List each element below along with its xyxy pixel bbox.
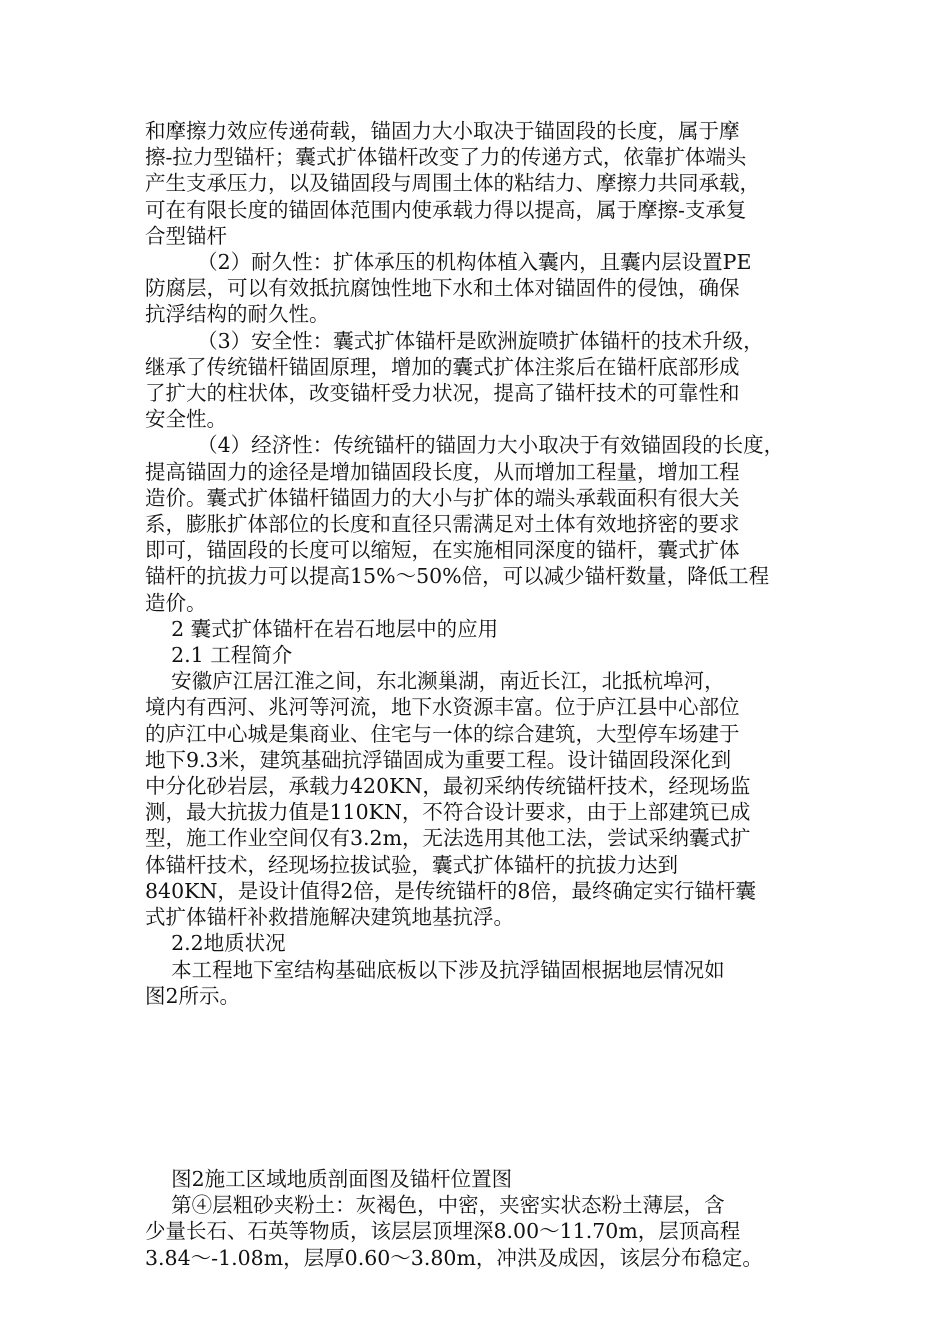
paragraph-layer-4: 第④层粗砂夹粉土：灰褐色，中密，夹密实状态粉土薄层，含 少量长石、石英等物质，该层层顶埋深8.00～11.70m，层顶高程 3.84～-1.08m，层厚0.60～3.80m，冲洪及成因，该层分布稳定。 bbox=[145, 1193, 763, 1270]
subsection-heading-project: 2.1 工程简介 bbox=[145, 643, 293, 668]
figure-caption: 图2施工区域地质剖面图及锚杆位置图 bbox=[145, 1166, 513, 1191]
paragraph-project-intro: 安徽庐江居江淮之间，东北濒巢湖，南近长江，北抵杭埠河， 境内有西河、兆河等河流，地下水资源丰富。位于庐江县中心部位 的庐江中心城是集商业、住宅与一体的综合建筑，大型停车场建于 地下9.3米，建筑基础抗浮锚固成为重要工程。设计锚固段深化到 中分化砂岩层，承载力420KN，最初采纳传统锚杆技术，经现场监 测，最大抗拔力值是110KN，不符合设计要求，由于上部建筑已成 型，施工作业空间仅有3.2m，无法选用其他工法，尝试采纳囊式扩 体锚杆技术，经现场拉拔试验，囊式扩体锚杆的抗拔力达到 840KN，是设计值得2倍，是传统锚杆的8倍，最终确定实行锚杆囊 式扩体锚杆补救措施解决建筑地基抗浮。 bbox=[145, 669, 756, 930]
paragraph-economy: （4）经济性：传统锚杆的锚固力大小取决于有效锚固段的长度， 提高锚固力的途径是增加锚固段长度，从而增加工程量，增加工程 造价。囊式扩体锚杆锚固力的大小与扩体的端头承载面积有很大关 系，膨胀扩体部位的长度和直径只需满足对土体有效地挤密的要求 即可，锚固段的长度可以缩短，在实施相同深度的锚杆，囊式扩体 锚杆的抗拔力可以提高15%～50%倍，可以减少锚杆数量，降低工程 造价。 bbox=[145, 433, 785, 615]
paragraph-durability: （2）耐久性：扩体承压的机构体植入囊内，且囊内层设置PE 防腐层，可以有效抵抗腐蚀性地下水和土体对锚固件的侵蚀，确保 抗浮结构的耐久性。 bbox=[145, 250, 752, 327]
paragraph-geology: 本工程地下室结构基础底板以下涉及抗浮锚固根据地层情况如 图2所示。 bbox=[145, 957, 725, 1008]
paragraph-anchor-types: 和摩擦力效应传递荷载，锚固力大小取决于锚固段的长度，属于摩 擦-拉力型锚杆；囊式扩体锚杆改变了力的传递方式，依靠扩体端头 产生支承压力，以及锚固段与周围土体的粘结力、摩擦力共同承载， 可在有限长度的锚固体范围内使承载力得以提高，属于摩擦-支承复 合型锚杆 bbox=[145, 119, 760, 248]
paragraph-safety: （3）安全性：囊式扩体锚杆是欧洲旋喷扩体锚杆的技术升级， 继承了传统锚杆锚固原理，增加的囊式扩体注浆后在锚杆底部形成 了扩大的柱状体，改变锚杆受力状况，提高了锚杆技术的可靠性和 安全性。 bbox=[145, 328, 764, 432]
subsection-heading-geology: 2.2地质状况 bbox=[145, 931, 286, 956]
figure-placeholder bbox=[145, 1009, 825, 1166]
section-heading-application: 2 囊式扩体锚杆在岩石地层中的应用 bbox=[145, 616, 499, 641]
body-text bbox=[145, 118, 825, 1271]
